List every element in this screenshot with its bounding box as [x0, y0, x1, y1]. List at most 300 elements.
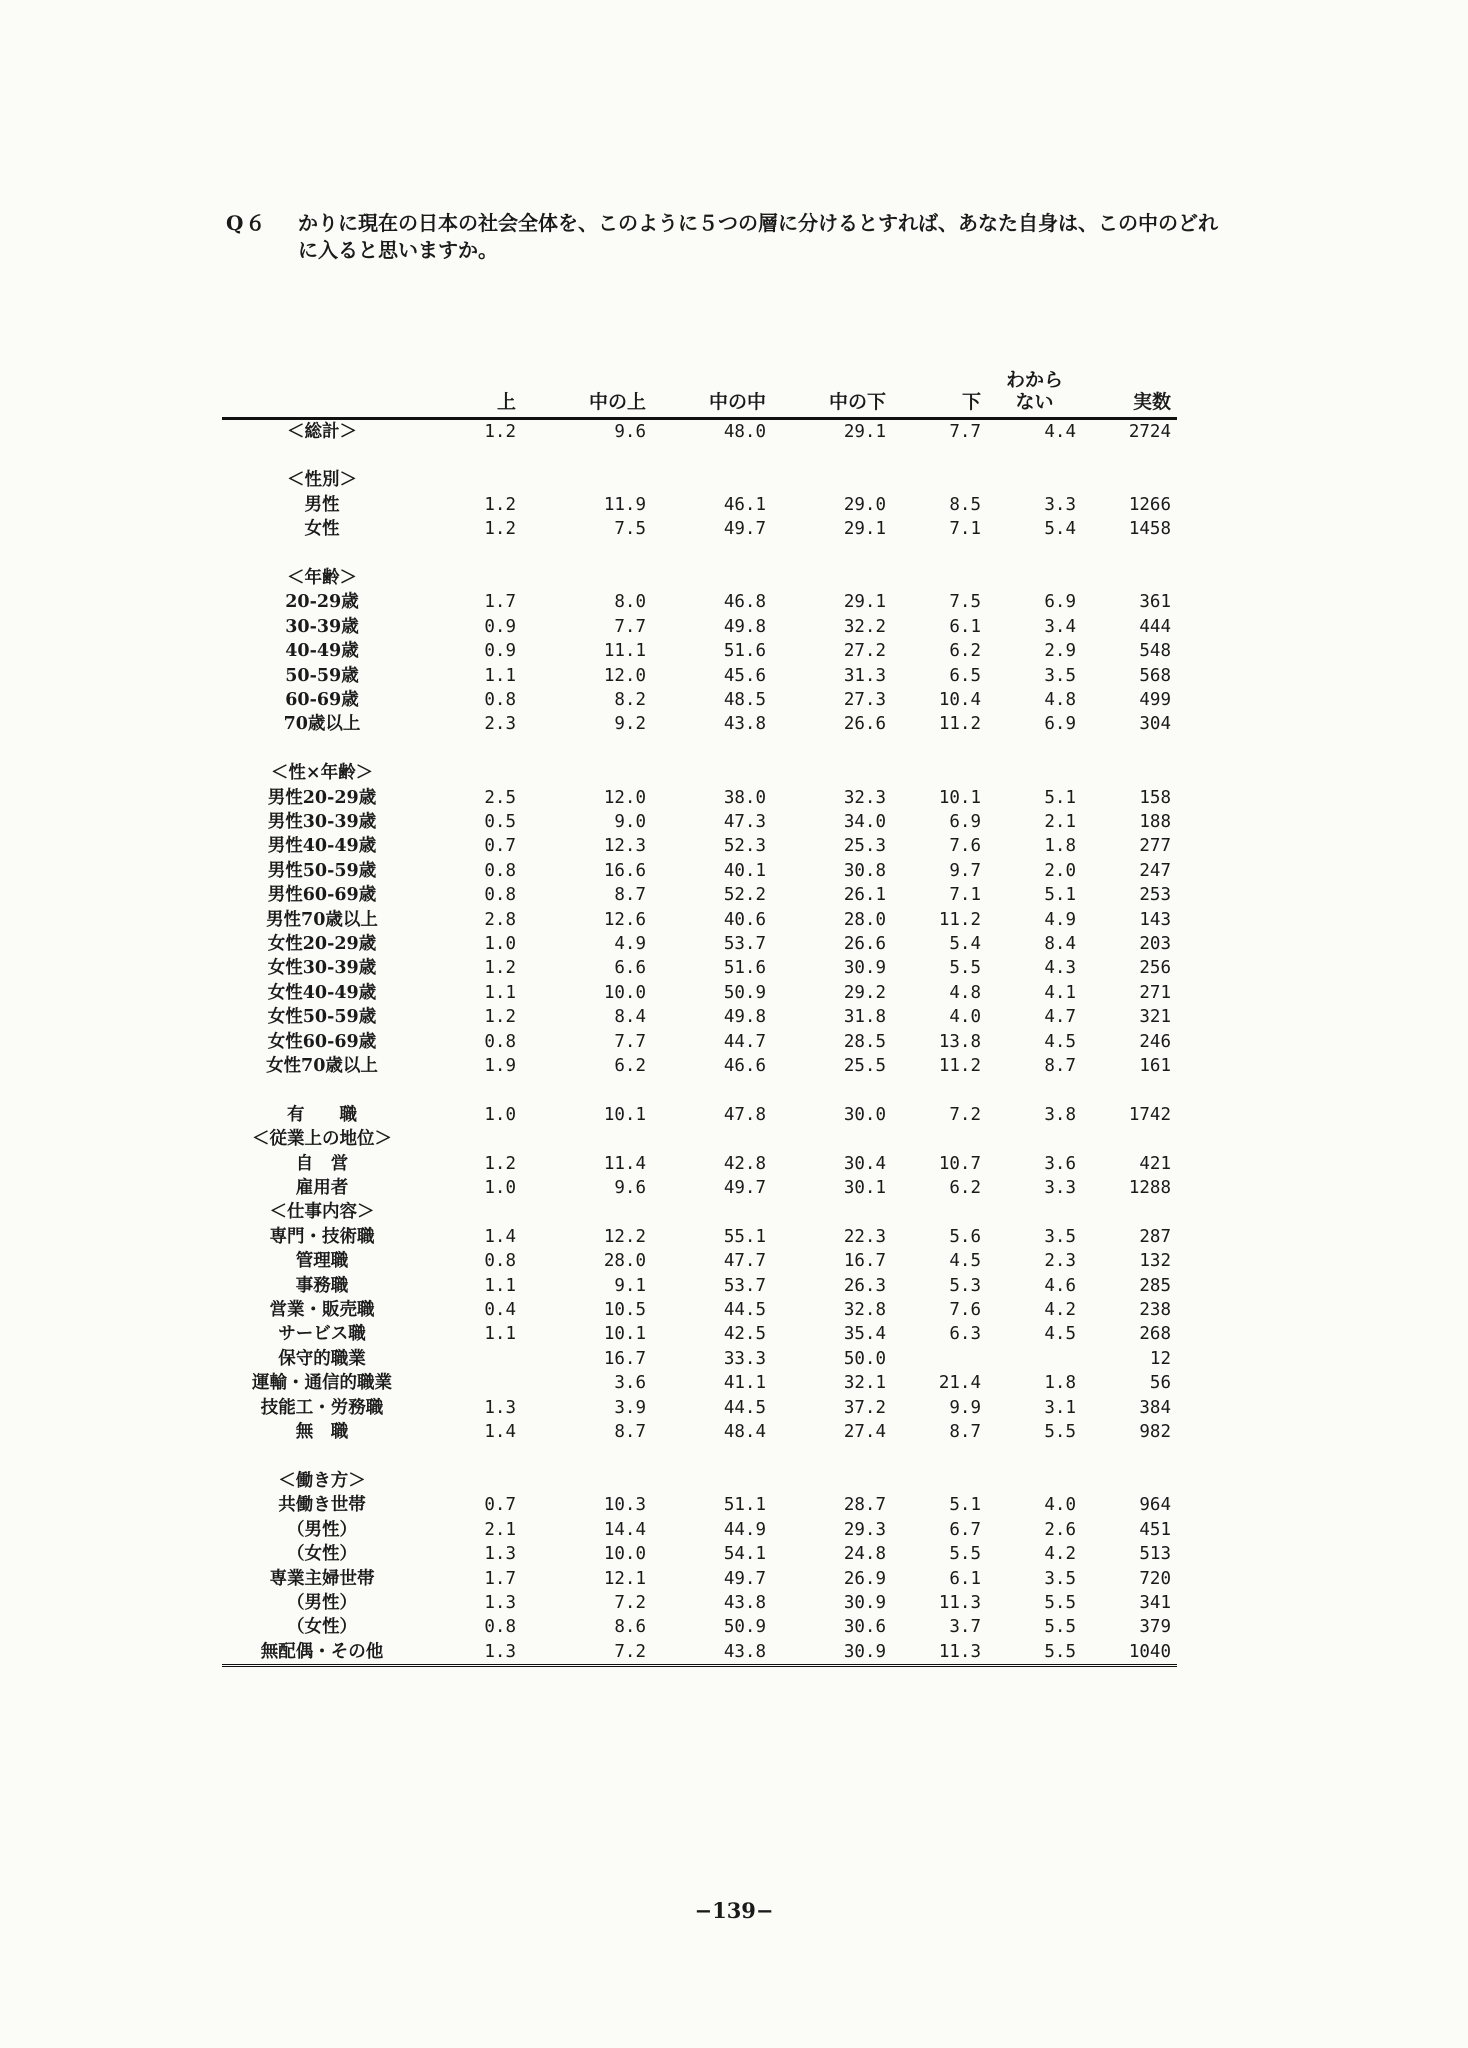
- table-cell: [772, 1200, 892, 1224]
- row-label: 営業・販売職: [269, 1300, 375, 1321]
- table-cell: [422, 737, 522, 761]
- table-cell: 277: [1139, 836, 1171, 857]
- table-cell: 2.0: [1044, 860, 1076, 881]
- row-label: 男性30-39歳: [267, 811, 377, 832]
- table-cell: 38.0: [723, 787, 766, 808]
- table-cell: 11.3: [892, 1640, 987, 1666]
- table-row: [222, 1030, 1177, 1054]
- table-cell: [772, 761, 892, 785]
- table-cell: 42.5: [723, 1324, 766, 1345]
- table-cell: [772, 566, 892, 590]
- table-cell: 10.1: [938, 787, 981, 808]
- table-cell: 10.1: [603, 1104, 646, 1125]
- table-cell: 1.1: [484, 1324, 516, 1345]
- table-cell: [422, 1445, 522, 1469]
- row-label: 男性50-59歳: [267, 860, 377, 881]
- table-cell: 9.6: [614, 1178, 646, 1199]
- table-cell: 2.1: [484, 1519, 516, 1540]
- table-cell: 8.7: [614, 885, 646, 906]
- table-cell: 8.0: [614, 592, 646, 613]
- table-cell: 1.2: [484, 519, 516, 540]
- table-row: [222, 1567, 1177, 1591]
- table-cell: 6.3: [949, 1324, 981, 1345]
- table-cell: 3.7: [949, 1617, 981, 1638]
- row-label: 男性40-49歳: [267, 836, 377, 857]
- table-cell: 4.2: [1044, 1544, 1076, 1565]
- table-cell: 7.7: [949, 421, 981, 442]
- table-cell: 34.0: [843, 811, 886, 832]
- table-cell: [522, 468, 652, 492]
- table-cell: 5.1: [1044, 885, 1076, 906]
- row-label: ＜働き方＞: [278, 1470, 366, 1491]
- table-cell: 30.4: [843, 1153, 886, 1174]
- table-cell: 26.1: [843, 885, 886, 906]
- table-cell: 3.6: [614, 1373, 646, 1394]
- row-label: 30-39歳: [285, 616, 359, 637]
- table-cell: [987, 468, 1082, 492]
- table-cell: 41.1: [723, 1373, 766, 1394]
- table-cell: 25.5: [843, 1056, 886, 1077]
- table-cell: 48.5: [723, 689, 766, 710]
- table-cell: [422, 444, 522, 468]
- table-cell: 7.6: [949, 1300, 981, 1321]
- table-cell: 6.7: [949, 1519, 981, 1540]
- table-cell: 27.2: [843, 641, 886, 662]
- table-cell: [987, 1469, 1082, 1493]
- table-cell: 1.2: [484, 1153, 516, 1174]
- table-cell: 2.1: [1044, 811, 1076, 832]
- table-cell: 1.3: [484, 1544, 516, 1565]
- table-cell: 1.9: [484, 1056, 516, 1077]
- table-cell: [1082, 1078, 1177, 1102]
- table-cell: [422, 1469, 522, 1493]
- table-cell: [652, 1200, 772, 1224]
- row-label: 無 職: [295, 1422, 349, 1443]
- row-label: 保守的職業: [278, 1348, 366, 1369]
- table-cell: 26.9: [843, 1568, 886, 1589]
- table-cell: 982: [1139, 1422, 1171, 1443]
- table-cell: 4.5: [1044, 1031, 1076, 1052]
- table-cell: 321: [1139, 1007, 1171, 1028]
- table-cell: 253: [1139, 885, 1171, 906]
- table-cell: 26.6: [843, 714, 886, 735]
- table-cell: 45.6: [723, 665, 766, 686]
- table-cell: 5.4: [949, 933, 981, 954]
- table-cell: 246: [1139, 1031, 1171, 1052]
- table-row: [222, 1493, 1177, 1517]
- table-cell: 52.3: [723, 836, 766, 857]
- row-label: 女性60-69歳: [267, 1031, 377, 1052]
- table-cell: 4.3: [1044, 958, 1076, 979]
- table-cell: [652, 1078, 772, 1102]
- table-cell: 46.6: [723, 1056, 766, 1077]
- table-cell: 3.3: [1044, 494, 1076, 515]
- table-cell: 4.1: [1044, 982, 1076, 1003]
- page-number: −139−: [694, 1898, 774, 1923]
- table-row: [222, 810, 1177, 834]
- table-cell: 16.7: [843, 1251, 886, 1272]
- table-cell: 499: [1139, 689, 1171, 710]
- table-cell: [987, 444, 1082, 468]
- table-cell: 26.6: [843, 933, 886, 954]
- table-cell: 2.9: [1044, 641, 1076, 662]
- table-cell: 6.9: [949, 811, 981, 832]
- table-cell: 238: [1139, 1300, 1171, 1321]
- table-cell: 28.7: [843, 1495, 886, 1516]
- row-label: [222, 444, 422, 468]
- table-cell: 49.7: [723, 519, 766, 540]
- row-label: 事務職: [295, 1275, 349, 1296]
- table-cell: 1.3: [422, 1640, 522, 1666]
- table-cell: 54.1: [723, 1544, 766, 1565]
- table-cell: 31.3: [843, 665, 886, 686]
- row-label: [222, 542, 422, 566]
- row-label: 女性70歳以上: [266, 1056, 378, 1077]
- table-cell: [652, 566, 772, 590]
- table-cell: 158: [1139, 787, 1171, 808]
- table-cell: [652, 542, 772, 566]
- table-cell: [522, 1469, 652, 1493]
- table-cell: 7.5: [949, 592, 981, 613]
- table-cell: 44.7: [723, 1031, 766, 1052]
- table-cell: 4.8: [1044, 689, 1076, 710]
- table-cell: 37.2: [843, 1397, 886, 1418]
- table-cell: 49.7: [723, 1178, 766, 1199]
- table-cell: 29.2: [843, 982, 886, 1003]
- table-cell: 6.9: [1044, 592, 1076, 613]
- table-cell: [522, 566, 652, 590]
- table-cell: 16.6: [603, 860, 646, 881]
- table-cell: 0.4: [484, 1300, 516, 1321]
- table-cell: 1.1: [484, 665, 516, 686]
- table-cell: 47.8: [723, 1104, 766, 1125]
- table-cell: [892, 1445, 987, 1469]
- table-cell: [652, 444, 772, 468]
- table-row: [222, 883, 1177, 907]
- row-label: [222, 1445, 422, 1469]
- table-cell: 9.7: [949, 860, 981, 881]
- row-label: 男性60-69歳: [267, 885, 377, 906]
- table-cell: [1082, 1445, 1177, 1469]
- table-cell: 0.8: [484, 860, 516, 881]
- table-row: [222, 639, 1177, 663]
- table-cell: 1.3: [484, 1397, 516, 1418]
- table-cell: 10.7: [938, 1153, 981, 1174]
- table-cell: 1.2: [484, 421, 516, 442]
- table-cell: 188: [1139, 811, 1171, 832]
- table-cell: 53.7: [723, 933, 766, 954]
- table-cell: [987, 1078, 1082, 1102]
- table-cell: 5.6: [949, 1226, 981, 1247]
- table-cell: [772, 542, 892, 566]
- table-cell: 1.0: [484, 933, 516, 954]
- table-cell: 33.3: [723, 1348, 766, 1369]
- table-cell: 6.9: [1044, 714, 1076, 735]
- question-text: かりに現在の日本の社会全体を、このように５つの層に分けるとすれば、あなた自身は、この中のどれに入ると思いますか。: [298, 211, 1218, 262]
- table-cell: 4.8: [949, 982, 981, 1003]
- table-cell: 5.1: [1044, 787, 1076, 808]
- table-cell: 8.5: [949, 494, 981, 515]
- table-row: [222, 493, 1177, 517]
- table-cell: 8.6: [614, 1617, 646, 1638]
- table-row: [222, 1420, 1177, 1444]
- table-cell: 5.5: [1044, 1592, 1076, 1613]
- table-cell: 7.2: [522, 1640, 652, 1666]
- table-cell: [892, 1200, 987, 1224]
- table-cell: 8.2: [614, 689, 646, 710]
- table-cell: 11.4: [603, 1153, 646, 1174]
- table-cell: 7.6: [949, 836, 981, 857]
- table-cell: 29.1: [843, 519, 886, 540]
- table-cell: [652, 737, 772, 761]
- table-cell: [522, 1445, 652, 1469]
- table-cell: 13.8: [938, 1031, 981, 1052]
- table-cell: 4.0: [1044, 1495, 1076, 1516]
- table-cell: [522, 542, 652, 566]
- table-cell: [892, 444, 987, 468]
- table-cell: 3.4: [1044, 616, 1076, 637]
- table-cell: 30.9: [843, 958, 886, 979]
- table-cell: [422, 1371, 522, 1395]
- table-cell: 0.8: [484, 1251, 516, 1272]
- table-cell: 4.5: [949, 1251, 981, 1272]
- table-cell: [1082, 444, 1177, 468]
- table-cell: 30.6: [843, 1617, 886, 1638]
- table-cell: 6.2: [614, 1056, 646, 1077]
- table-cell: 0.8: [484, 1617, 516, 1638]
- table-cell: [772, 1445, 892, 1469]
- table-cell: 50.0: [843, 1348, 886, 1369]
- table-cell: [522, 444, 652, 468]
- table-cell: 5.5: [1044, 1422, 1076, 1443]
- table-cell: 29.3: [843, 1519, 886, 1540]
- table-cell: [892, 566, 987, 590]
- table-cell: 28.5: [843, 1031, 886, 1052]
- table-cell: [892, 468, 987, 492]
- row-label: （女性）: [287, 1544, 357, 1565]
- table-row: [222, 1347, 1177, 1371]
- table-cell: 46.1: [723, 494, 766, 515]
- table-cell: [892, 761, 987, 785]
- table-cell: 12.6: [603, 909, 646, 930]
- table-cell: 444: [1139, 616, 1171, 637]
- table-cell: 5.5: [987, 1640, 1082, 1666]
- table-cell: [422, 1078, 522, 1102]
- table-cell: [892, 737, 987, 761]
- table-cell: [652, 761, 772, 785]
- table-cell: [772, 468, 892, 492]
- table-cell: 6.1: [949, 1568, 981, 1589]
- table-cell: 56: [1149, 1373, 1171, 1394]
- table-spacer-row: [222, 542, 1177, 566]
- row-label: （男性）: [287, 1519, 357, 1540]
- row-label: 女性40-49歳: [267, 982, 377, 1003]
- table-cell: 5.5: [949, 1544, 981, 1565]
- table-cell: 9.6: [614, 421, 646, 442]
- table-row: [222, 1054, 1177, 1078]
- table-cell: 1.4: [484, 1422, 516, 1443]
- table-cell: 4.9: [1044, 909, 1076, 930]
- table-cell: 49.8: [723, 1007, 766, 1028]
- table-cell: 421: [1139, 1153, 1171, 1174]
- table-cell: 10.4: [938, 689, 981, 710]
- row-label: 40-49歳: [285, 641, 359, 662]
- table-cell: [652, 1445, 772, 1469]
- table-cell: [772, 1469, 892, 1493]
- table-cell: 1.3: [484, 1592, 516, 1613]
- table-row: [222, 956, 1177, 980]
- table-cell: 1.2: [484, 958, 516, 979]
- table-row: [222, 1152, 1177, 1176]
- table-cell: [892, 542, 987, 566]
- table-cell: 1288: [1128, 1178, 1171, 1199]
- table-row: [222, 1005, 1177, 1029]
- table-cell: [987, 1445, 1082, 1469]
- table-cell: 29.1: [843, 592, 886, 613]
- table-cell: 10.0: [603, 982, 646, 1003]
- row-label: 男性20-29歳: [267, 787, 377, 808]
- table-cell: 384: [1139, 1397, 1171, 1418]
- row-label: 専門・技術職: [269, 1226, 375, 1247]
- table-cell: [1082, 566, 1177, 590]
- table-cell: 1.8: [1044, 1373, 1076, 1394]
- table-cell: 55.1: [723, 1226, 766, 1247]
- table-cell: 2724: [1128, 421, 1171, 442]
- table-row: [222, 590, 1177, 614]
- table-cell: 53.7: [723, 1275, 766, 1296]
- table-cell: [987, 566, 1082, 590]
- table-cell: 2.5: [484, 787, 516, 808]
- table-cell: [522, 1078, 652, 1102]
- row-label: ＜総計＞: [287, 421, 357, 442]
- table-cell: [987, 1200, 1082, 1224]
- table-cell: 51.6: [723, 958, 766, 979]
- table-row: [222, 1225, 1177, 1249]
- table-cell: 12.1: [603, 1568, 646, 1589]
- table-row: [222, 1469, 1177, 1493]
- table-cell: 7.2: [614, 1592, 646, 1613]
- table-cell: 4.5: [1044, 1324, 1076, 1345]
- table-cell: [522, 737, 652, 761]
- table-row: [222, 1396, 1177, 1420]
- row-label: 自 営: [295, 1153, 349, 1174]
- table-spacer-row: [222, 1445, 1177, 1469]
- row-label: 男性: [304, 494, 340, 515]
- table-cell: 268: [1139, 1324, 1171, 1345]
- table-cell: 12.0: [603, 787, 646, 808]
- row-label: 技能工・労務職: [260, 1397, 384, 1418]
- table-cell: 285: [1139, 1275, 1171, 1296]
- table-row: [222, 688, 1177, 712]
- table-cell: 28.0: [603, 1251, 646, 1272]
- table-cell: 24.8: [843, 1544, 886, 1565]
- table-cell: 451: [1139, 1519, 1171, 1540]
- table-cell: 548: [1139, 641, 1171, 662]
- table-cell: 513: [1139, 1544, 1171, 1565]
- table-cell: 132: [1139, 1251, 1171, 1272]
- table-cell: 1458: [1128, 519, 1171, 540]
- table-cell: 31.8: [843, 1007, 886, 1028]
- table-cell: 30.9: [772, 1640, 892, 1666]
- table-cell: [892, 1127, 987, 1151]
- table-cell: 1.7: [484, 592, 516, 613]
- table-cell: [772, 1127, 892, 1151]
- row-label: 60-69歳: [285, 689, 359, 710]
- table-row: [222, 1127, 1177, 1151]
- table-row: [222, 786, 1177, 810]
- table-cell: [772, 444, 892, 468]
- table-cell: 8.7: [1044, 1056, 1076, 1077]
- table-cell: [522, 1200, 652, 1224]
- table-row: [222, 1518, 1177, 1542]
- table-cell: 4.0: [949, 1007, 981, 1028]
- header-count: 実数: [1082, 330, 1177, 418]
- table-cell: 1.0: [484, 1178, 516, 1199]
- table-cell: 10.1: [603, 1324, 646, 1345]
- table-cell: 5.5: [949, 958, 981, 979]
- table-cell: 44.5: [723, 1300, 766, 1321]
- table-cell: 48.4: [723, 1422, 766, 1443]
- table-cell: 49.7: [723, 1568, 766, 1589]
- table-cell: 0.8: [484, 689, 516, 710]
- table-row: [222, 566, 1177, 590]
- table-cell: 12.0: [603, 665, 646, 686]
- table-cell: 6.6: [614, 958, 646, 979]
- table-cell: 0.8: [484, 1031, 516, 1052]
- row-label: （女性）: [287, 1617, 357, 1638]
- table-cell: [987, 737, 1082, 761]
- table-cell: 3.1: [1044, 1397, 1076, 1418]
- table-cell: 7.7: [614, 616, 646, 637]
- table-cell: 7.7: [614, 1031, 646, 1052]
- table-cell: 12: [1149, 1348, 1171, 1369]
- table-cell: 1.0: [484, 1104, 516, 1125]
- table-cell: 30.8: [843, 860, 886, 881]
- header-lower: 下: [892, 330, 987, 418]
- table-cell: 9.2: [614, 714, 646, 735]
- table-cell: 29.1: [843, 421, 886, 442]
- table-cell: [892, 1469, 987, 1493]
- table-cell: 11.3: [938, 1592, 981, 1613]
- table-spacer-row: [222, 1078, 1177, 1102]
- row-label: 50-59歳: [285, 665, 359, 686]
- results-table: [222, 330, 1177, 1667]
- table-cell: 2.3: [1044, 1251, 1076, 1272]
- table-cell: 6.1: [949, 616, 981, 637]
- table-cell: 2.6: [1044, 1519, 1076, 1540]
- table-cell: 2.8: [484, 909, 516, 930]
- table-cell: 27.4: [843, 1422, 886, 1443]
- table-cell: [422, 761, 522, 785]
- table-cell: 361: [1139, 592, 1171, 613]
- row-label: 70歳以上: [283, 714, 361, 735]
- table-spacer-row: [222, 737, 1177, 761]
- table-row: [222, 712, 1177, 736]
- table-cell: 256: [1139, 958, 1171, 979]
- table-cell: 6.5: [949, 665, 981, 686]
- row-label: 運輸・通信的職業: [252, 1373, 392, 1394]
- table-cell: 12.3: [603, 836, 646, 857]
- table-row: [222, 1542, 1177, 1566]
- table-row: [222, 615, 1177, 639]
- table-cell: 43.8: [723, 714, 766, 735]
- table-cell: 32.3: [843, 787, 886, 808]
- table-cell: 4.6: [1044, 1275, 1076, 1296]
- table-cell: [652, 1469, 772, 1493]
- table-cell: 49.8: [723, 616, 766, 637]
- header-middle-middle: 中の中: [652, 330, 772, 418]
- row-label: （男性）: [287, 1592, 357, 1613]
